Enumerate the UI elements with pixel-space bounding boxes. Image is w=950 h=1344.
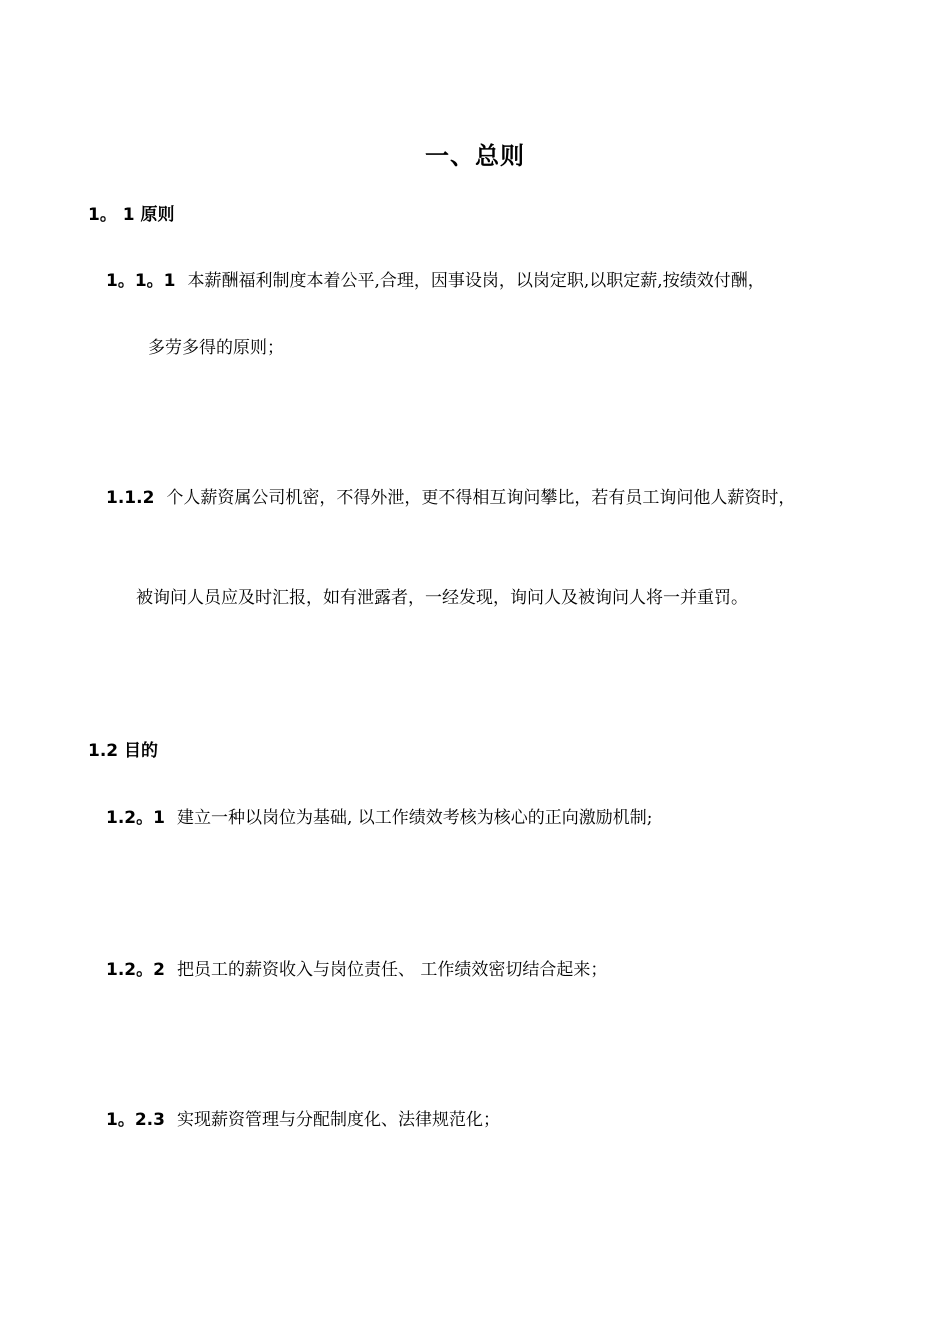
clause-1-1-2-continuation: 被询问人员应及时汇报，如有泄露者，一经发现，询问人及被询问人将一并重罚。	[136, 588, 748, 608]
clause-number: 1.2。1	[106, 808, 165, 828]
clause-number: 1。1。1	[106, 271, 176, 291]
section-heading-purpose: 1.2 目的	[88, 741, 159, 761]
clause-number: 1.2。2	[106, 960, 165, 980]
clause-number: 1。2.3	[106, 1110, 165, 1130]
clause-text: 建立一种以岗位为基础, 以工作绩效考核为核心的正向激励机制;	[176, 808, 653, 828]
clause-1-2-1	[106, 803, 653, 828]
clause-text: 实现薪资管理与分配制度化、法律规范化；	[176, 1110, 500, 1130]
page-title: 一、总则	[425, 142, 525, 170]
clause-number: 1.1.2	[106, 488, 155, 508]
clause-text: 本薪酬福利制度本着公平,合理，因事设岗，以岗定职,以职定薪,按绩效付酬，	[187, 271, 765, 291]
clause-1-1-1-continuation: 多劳多得的原则；	[148, 338, 284, 358]
clause-1-1-2	[106, 483, 795, 508]
clause-1-2-3	[106, 1105, 500, 1130]
clause-text: 个人薪资属公司机密，不得外泄，更不得相互询问攀比，若有员工询问他人薪资时，	[166, 488, 796, 508]
clause-1-2-2	[106, 955, 607, 980]
clause-1-1-1	[106, 266, 765, 291]
section-heading-principles: 1。 1 原则	[88, 205, 175, 225]
clause-text: 把员工的薪资收入与岗位责任、 工作绩效密切结合起来；	[176, 960, 608, 980]
